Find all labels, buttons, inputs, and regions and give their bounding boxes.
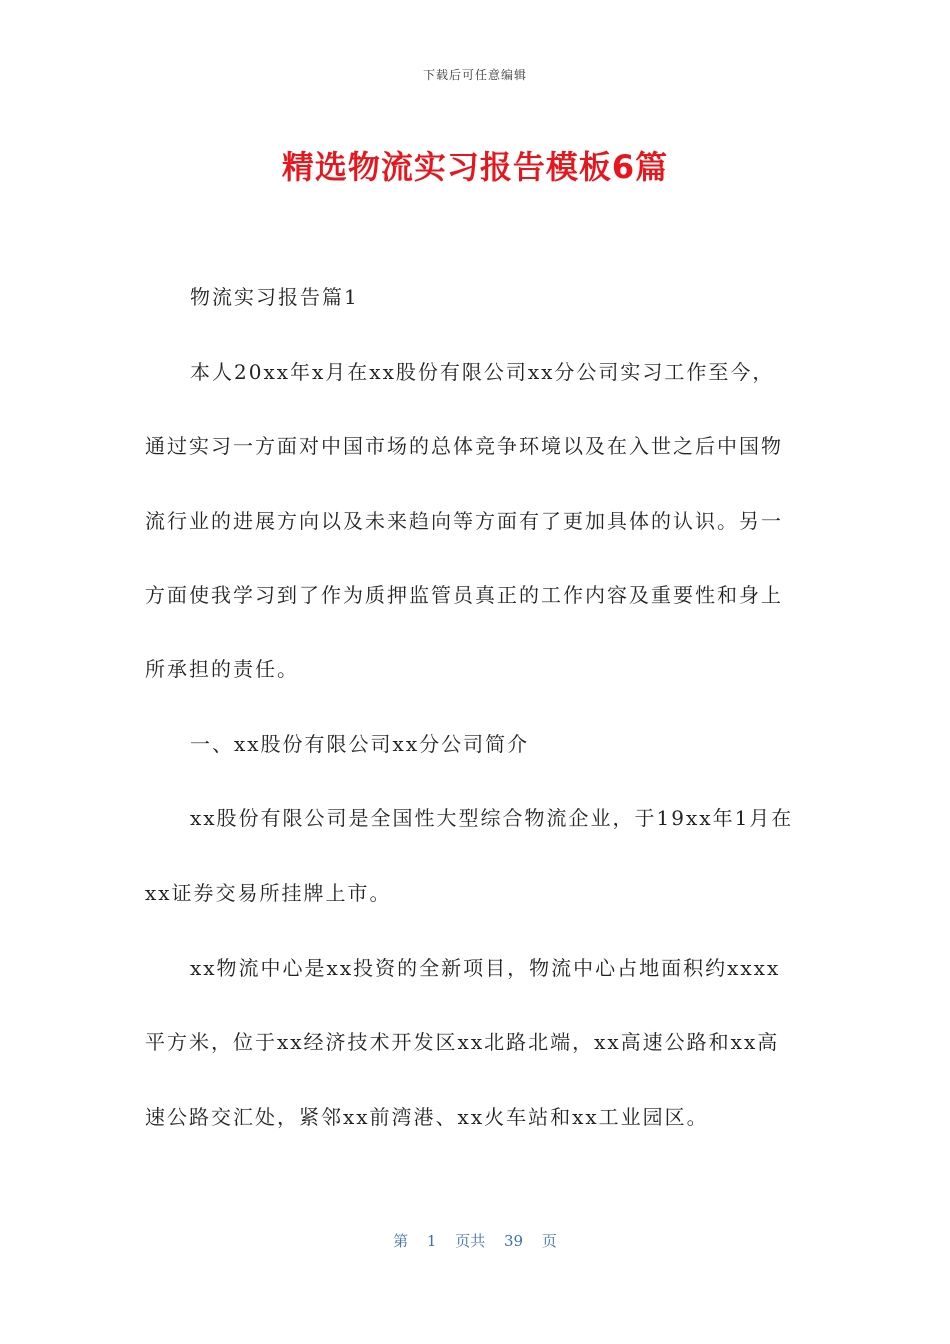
paragraph-line: 平方米，位于xx经济技术开发区xx北路北端，xx高速公路和xx高 bbox=[145, 1030, 780, 1054]
footer-prefix: 第 bbox=[393, 1232, 409, 1250]
paragraph-line: 流行业的进展方向以及未来趋向等方面有了更加具体的认识。另一 bbox=[145, 509, 783, 533]
section-heading-2: 一、xx股份有限公司xx分公司简介 bbox=[190, 732, 530, 756]
paragraph-line: xx股份有限公司是全国性大型综合物流企业，于19xx年1月在 bbox=[190, 806, 794, 830]
paragraph-line: xx证券交易所挂牌上市。 bbox=[145, 881, 392, 905]
paragraph-line: 所承担的责任。 bbox=[145, 657, 299, 681]
document-title: 精选物流实习报告模板6篇 bbox=[281, 148, 669, 186]
footer-total-pages: 39 bbox=[504, 1232, 524, 1250]
page-footer bbox=[0, 1230, 950, 1251]
paragraph-line: 速公路交汇处，紧邻xx前湾港、xx火车站和xx工业园区。 bbox=[145, 1105, 709, 1129]
footer-middle: 页共 bbox=[455, 1232, 486, 1250]
section-heading-1: 物流实习报告篇1 bbox=[190, 285, 359, 309]
paragraph-line: 通过实习一方面对中国市场的总体竞争环境以及在入世之后中国物 bbox=[145, 434, 783, 458]
footer-suffix: 页 bbox=[541, 1232, 557, 1250]
paragraph-line: 方面使我学习到了作为质押监管员真正的工作内容及重要性和身上 bbox=[145, 583, 783, 607]
paragraph-line: 本人20xx年x月在xx股份有限公司xx分公司实习工作至今， bbox=[190, 360, 775, 384]
header-note: 下载后可任意编辑 bbox=[422, 68, 527, 82]
footer-page-number: 1 bbox=[426, 1232, 437, 1250]
paragraph-line: xx物流中心是xx投资的全新项目，物流中心占地面积约xxxx bbox=[190, 956, 781, 980]
